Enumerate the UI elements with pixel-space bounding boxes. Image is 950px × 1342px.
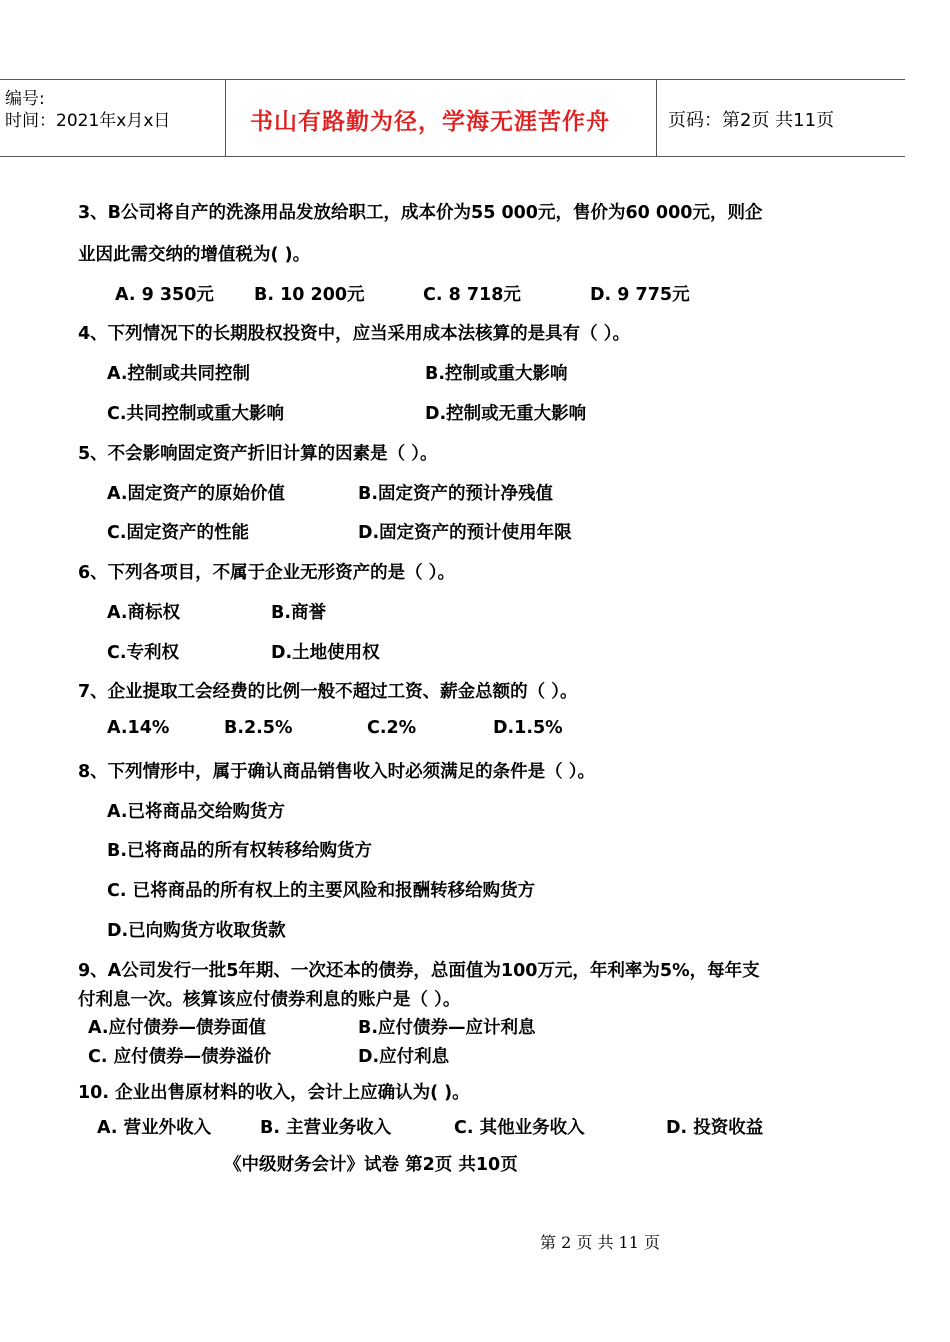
question-10-option-a: A. 营业外收入 — [97, 1118, 212, 1138]
question-7-option-b: B.2.5% — [224, 718, 293, 738]
question-7-line-1: 7、企业提取工会经费的比例一般不超过工资、薪金总额的（ ）。 — [78, 682, 578, 702]
question-4-option-a: A.控制或共同控制 — [107, 364, 251, 384]
question-9-option-a: A.应付债券—债券面值 — [88, 1018, 267, 1038]
question-3-option-d: D. 9 775元 — [590, 285, 690, 305]
question-8-option-b: B.已将商品的所有权转移给购货方 — [107, 841, 372, 861]
question-8-option-c: C. 已将商品的所有权上的主要风险和报酬转移给购货方 — [107, 881, 536, 901]
question-4-option-d: D.控制或无重大影响 — [425, 404, 587, 424]
header-bottom-rule — [0, 156, 905, 157]
question-6-option-a: A.商标权 — [107, 603, 181, 623]
question-3-line-1: 3、B公司将自产的洗涤用品发放给职工，成本价为55 000元，售价为60 000元，则企 — [78, 203, 763, 223]
document-number-label: 编号: — [5, 89, 45, 109]
question-5-option-c: C.固定资产的性能 — [107, 523, 249, 543]
question-9-option-d: D.应付利息 — [358, 1047, 450, 1067]
header-top-rule — [0, 79, 905, 80]
header-motto: 书山有路勤为径，学海无涯苦作舟 — [250, 109, 610, 135]
document-time-label: 时间：2021年x月x日 — [5, 111, 171, 131]
question-6-line-1: 6、下列各项目，不属于企业无形资产的是（ ）。 — [78, 563, 456, 583]
question-3-line-2: 业因此需交纳的增值税为( )。 — [78, 245, 311, 265]
question-8-option-d: D.已向购货方收取货款 — [107, 921, 286, 941]
question-9-line-2: 付利息一次。核算该应付债券利息的账户是（ ）。 — [78, 990, 461, 1010]
question-10-option-c: C. 其他业务收入 — [454, 1118, 585, 1138]
exam-page-footer: 《中级财务会计》试卷 第2页 共10页 — [224, 1155, 518, 1175]
question-5-line-1: 5、不会影响固定资产折旧计算的因素是（ ）。 — [78, 444, 438, 464]
question-3-option-b: B. 10 200元 — [254, 285, 365, 305]
header-divider-right — [656, 79, 657, 157]
question-10-line-1: 10. 企业出售原材料的收入，会计上应确认为( )。 — [78, 1083, 470, 1103]
question-9-option-b: B.应付债券—应计利息 — [358, 1018, 536, 1038]
question-9-option-c: C. 应付债券—债券溢价 — [88, 1047, 272, 1067]
question-4-option-c: C.共同控制或重大影响 — [107, 404, 284, 424]
question-7-option-d: D.1.5% — [493, 718, 563, 738]
question-8-option-a: A.已将商品交给购货方 — [107, 802, 286, 822]
question-5-option-a: A.固定资产的原始价值 — [107, 484, 286, 504]
question-10-option-b: B. 主营业务收入 — [260, 1118, 392, 1138]
question-6-option-c: C.专利权 — [107, 643, 179, 663]
question-10-option-d: D. 投资收益 — [666, 1118, 764, 1138]
question-4-option-b: B.控制或重大影响 — [425, 364, 568, 384]
question-5-option-d: D.固定资产的预计使用年限 — [358, 523, 572, 543]
question-7-option-c: C.2% — [367, 718, 417, 738]
question-7-option-a: A.14% — [107, 718, 170, 738]
question-8-line-1: 8、下列情形中，属于确认商品销售收入时必须满足的条件是（ ）。 — [78, 762, 596, 782]
header-divider-left — [225, 79, 226, 157]
question-5-option-b: B.固定资产的预计净残值 — [358, 484, 553, 504]
page-number-footer: 第 2 页 共 11 页 — [540, 1233, 660, 1252]
question-9-line-1: 9、A公司发行一批5年期、一次还本的债券，总面值为100万元，年利率为5%，每年支 — [78, 961, 760, 981]
question-6-option-d: D.土地使用权 — [271, 643, 380, 663]
question-4-line-1: 4、下列情况下的长期股权投资中，应当采用成本法核算的是具有（ ）。 — [78, 324, 631, 344]
question-3-option-a: A. 9 350元 — [115, 285, 214, 305]
question-3-option-c: C. 8 718元 — [423, 285, 521, 305]
question-6-option-b: B.商誉 — [271, 603, 326, 623]
header-page-info: 页码：第2页 共11页 — [668, 110, 835, 131]
